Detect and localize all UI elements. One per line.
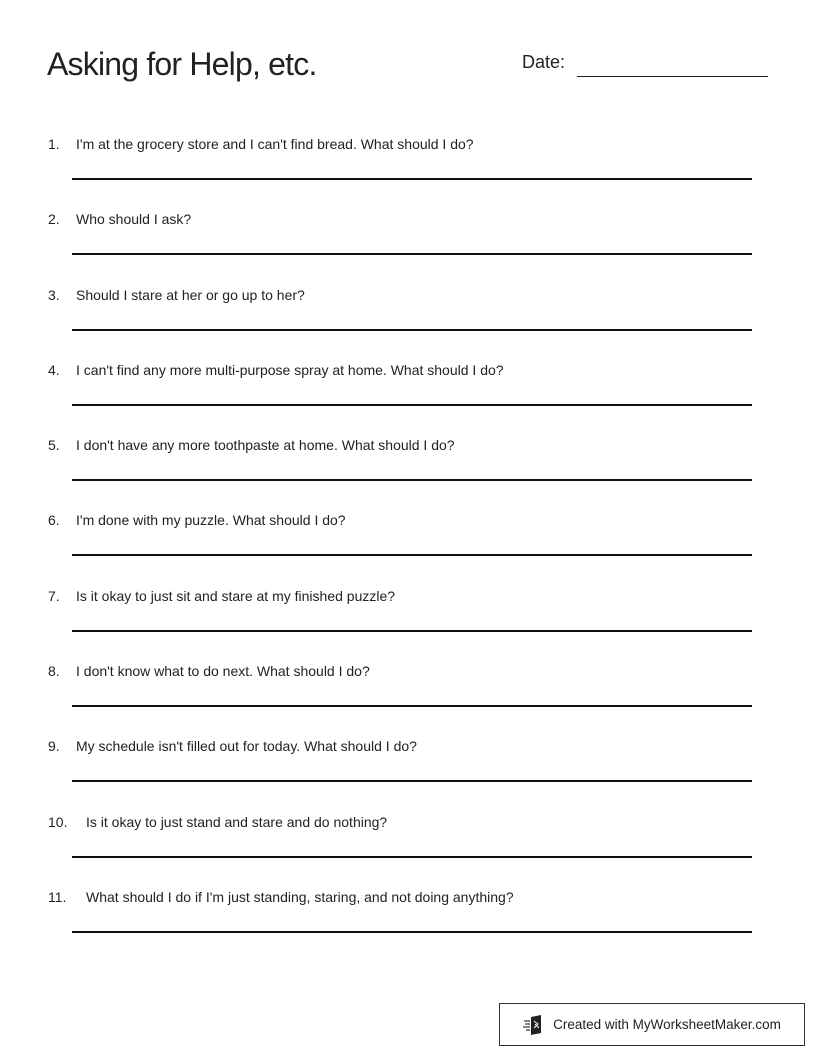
question-number: 10. bbox=[48, 813, 68, 830]
answer-line[interactable] bbox=[72, 856, 752, 858]
question-number: 11. bbox=[48, 888, 67, 905]
question-text: I don't have any more toothpaste at home. What should I do? bbox=[76, 437, 455, 454]
question-list bbox=[0, 133, 816, 961]
question-number: 8. bbox=[48, 663, 60, 680]
question-item bbox=[0, 133, 816, 208]
question-number: 5. bbox=[48, 437, 60, 454]
question-item bbox=[0, 660, 816, 735]
answer-line[interactable] bbox=[72, 931, 752, 933]
worksheet-maker-logo-icon bbox=[523, 1015, 545, 1035]
question-text: Who should I ask? bbox=[76, 211, 192, 228]
question-number: 3. bbox=[48, 286, 60, 303]
question-number: 7. bbox=[48, 587, 60, 604]
question-item bbox=[0, 886, 816, 961]
question-item bbox=[0, 208, 816, 283]
question-number: 4. bbox=[48, 361, 60, 378]
question-number: 9. bbox=[48, 738, 60, 755]
question-text: I'm at the grocery store and I can't find bread. What should I do? bbox=[76, 136, 474, 152]
question-number: 2. bbox=[48, 211, 60, 228]
answer-line[interactable] bbox=[72, 479, 752, 481]
question-text: Should I stare at her or go up to her? bbox=[76, 286, 305, 303]
question-number: 1. bbox=[48, 136, 60, 152]
question-text: I can't find any more multi-purpose spray at home. What should I do? bbox=[76, 361, 504, 378]
question-text: My schedule isn't filled out for today. What should I do? bbox=[76, 738, 417, 755]
footer-text: Created with MyWorksheetMaker.com bbox=[553, 1017, 781, 1032]
answer-line[interactable] bbox=[72, 404, 752, 406]
answer-line[interactable] bbox=[72, 780, 752, 782]
answer-line[interactable] bbox=[72, 705, 752, 707]
date-field[interactable] bbox=[577, 76, 768, 77]
answer-line[interactable] bbox=[72, 329, 752, 331]
answer-line[interactable] bbox=[72, 253, 752, 255]
answer-line[interactable] bbox=[72, 554, 752, 556]
question-item bbox=[0, 735, 816, 810]
page-title: Asking for Help, etc. bbox=[47, 46, 317, 82]
answer-line[interactable] bbox=[72, 178, 752, 180]
question-text: What should I do if I'm just standing, staring, and not doing anything? bbox=[86, 888, 514, 905]
date-label: Date: bbox=[522, 52, 566, 72]
question-text: I don't know what to do next. What should I do? bbox=[76, 663, 370, 680]
question-item bbox=[0, 284, 816, 359]
question-text: Is it okay to just sit and stare at my finished puzzle? bbox=[76, 587, 396, 604]
question-text: I'm done with my puzzle. What should I do? bbox=[76, 512, 346, 529]
question-item bbox=[0, 359, 816, 434]
footer-badge bbox=[499, 1003, 805, 1046]
question-item bbox=[0, 434, 816, 509]
question-item bbox=[0, 509, 816, 584]
question-item bbox=[0, 585, 816, 660]
question-text: Is it okay to just stand and stare and do nothing? bbox=[86, 813, 388, 830]
question-number: 6. bbox=[48, 512, 60, 529]
answer-line[interactable] bbox=[72, 630, 752, 632]
question-item bbox=[0, 811, 816, 886]
